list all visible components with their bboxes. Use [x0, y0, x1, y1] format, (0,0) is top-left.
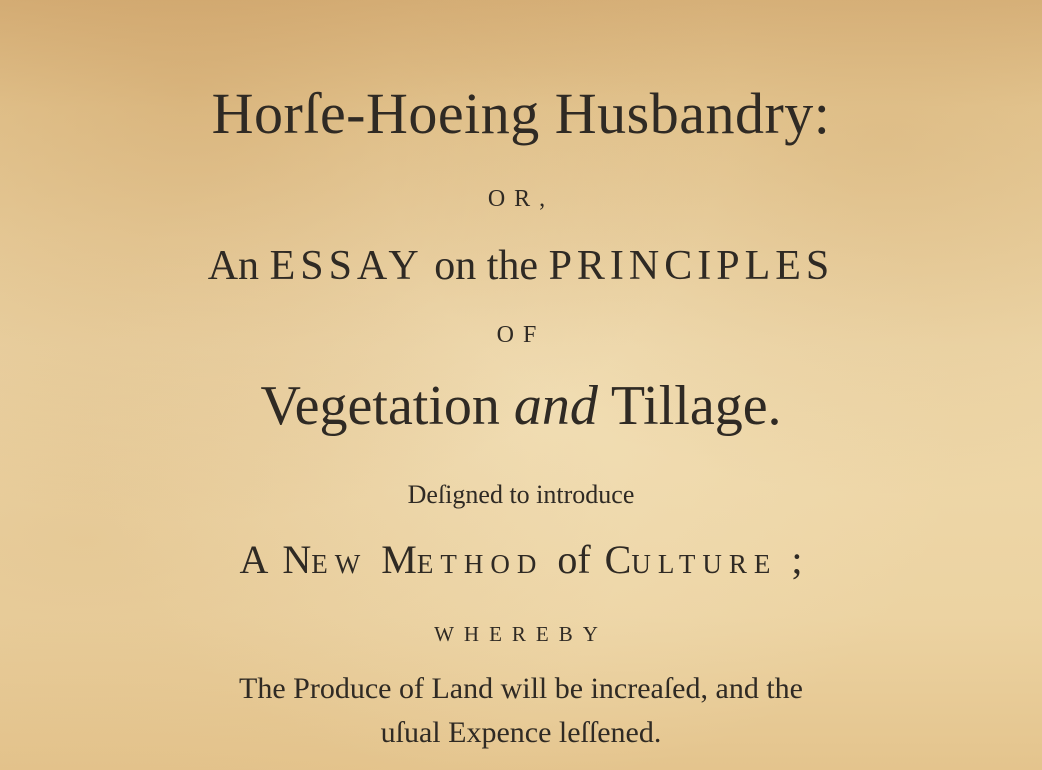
semicolon: ;: [791, 537, 803, 582]
essay-word: ESSAY: [269, 243, 424, 289]
or-line: OR,: [487, 186, 555, 212]
usual-line: uſual Expence leſſened.: [380, 716, 662, 749]
of-line: OF: [496, 322, 546, 348]
vegetation-line: [0, 374, 1042, 438]
and-word: and: [513, 375, 598, 437]
culture-rest: ULTURE: [631, 549, 778, 579]
method-line: [0, 536, 1042, 583]
book-title: Horſe-Hoeing Husbandry:: [211, 81, 831, 146]
essay-prefix: An: [207, 243, 260, 289]
method-rest: ETHOD: [416, 549, 544, 579]
method-initial: M: [381, 537, 417, 582]
whereby-line: WHEREBY: [434, 622, 608, 646]
tillage-word: Tillage.: [610, 375, 782, 437]
produce-line: The Produce of Land will be increaſed, and the: [239, 672, 803, 705]
new-rest: EW: [311, 549, 368, 579]
new-initial: N: [282, 537, 312, 582]
principles-word: PRINCIPLES: [548, 243, 835, 289]
culture-initial: C: [604, 537, 632, 582]
designed-line: Deſigned to introduce: [407, 480, 635, 509]
a-word: A: [239, 537, 269, 582]
of-word: of: [557, 537, 591, 582]
essay-line: [0, 242, 1042, 290]
essay-middle: on the: [434, 243, 539, 289]
vegetation-word: Vegetation: [260, 375, 500, 437]
